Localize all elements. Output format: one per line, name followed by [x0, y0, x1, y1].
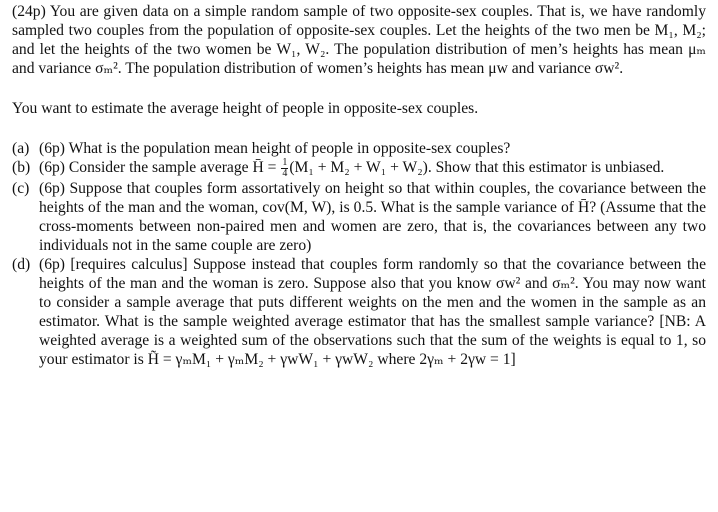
- fraction-one-quarter: [281, 158, 288, 179]
- question-b-text-after: (M₁ + M₂ + W₁ + W₂). Show that this estimator is unbiased.: [289, 159, 665, 177]
- problem-intro: (24p) You are given data on a simple random sample of two opposite-sex couples. That is, we have randomly sampled two couples from the population of opposite-sex couples. Let the heights of the two men be M₁, M₂; and let the heights of the two women be W₁, W₂. The population distribution of men’s heights has mean μₘ and variance σₘ². The population distribution of women’s heights has mean μw and variance σw².: [12, 3, 706, 77]
- question-b-text-before: (6p) Consider the sample average H̄ =: [39, 159, 281, 177]
- question-c: [12, 179, 706, 255]
- fraction-numerator: 1: [282, 157, 288, 168]
- fraction-denominator: 4: [282, 168, 288, 179]
- question-d-text: (6p) [requires calculus] Suppose instead that couples form randomly so that the covariance between the heights of the man and the woman is zero. Suppose also that you know σw² and σₘ². You may now want to consider a sample average that puts different weights on the men and the women in the sample as an estimator. What is the sample weighted average estimator that has the smallest sample variance? [NB: A weighted average is a weighted sum of the observations such that the sum of the weights is equal to 1, so your estimator is H̃ = γₘM₁ + γₘM₂ + γwW₁ + γwW₂ where 2γₘ + 2γw = 1]: [39, 256, 706, 368]
- spacer: [12, 118, 706, 139]
- question-a-label: (a): [12, 140, 30, 157]
- question-a-text: (6p) What is the population mean height of people in opposite-sex couples?: [39, 140, 511, 157]
- question-d-label: (d): [12, 256, 31, 273]
- question-c-text: (6p) Suppose that couples form assortatively on height so that within couples, the covariance between the heights of the man and the woman, cov(M, W), is 0.5. What is the sample variance of H̄? (Assume that the cross-moments between non-paired men and women are zero, that is, the covariances between any two individuals not in the same couple are zero): [39, 180, 706, 254]
- spacer: [12, 78, 706, 99]
- question-a: [12, 139, 706, 158]
- question-d: [12, 255, 706, 369]
- question-b-label: (b): [12, 159, 31, 176]
- question-b: [12, 158, 706, 179]
- problem-goal: You want to estimate the average height of people in opposite-sex couples.: [12, 100, 479, 117]
- question-c-label: (c): [12, 180, 30, 197]
